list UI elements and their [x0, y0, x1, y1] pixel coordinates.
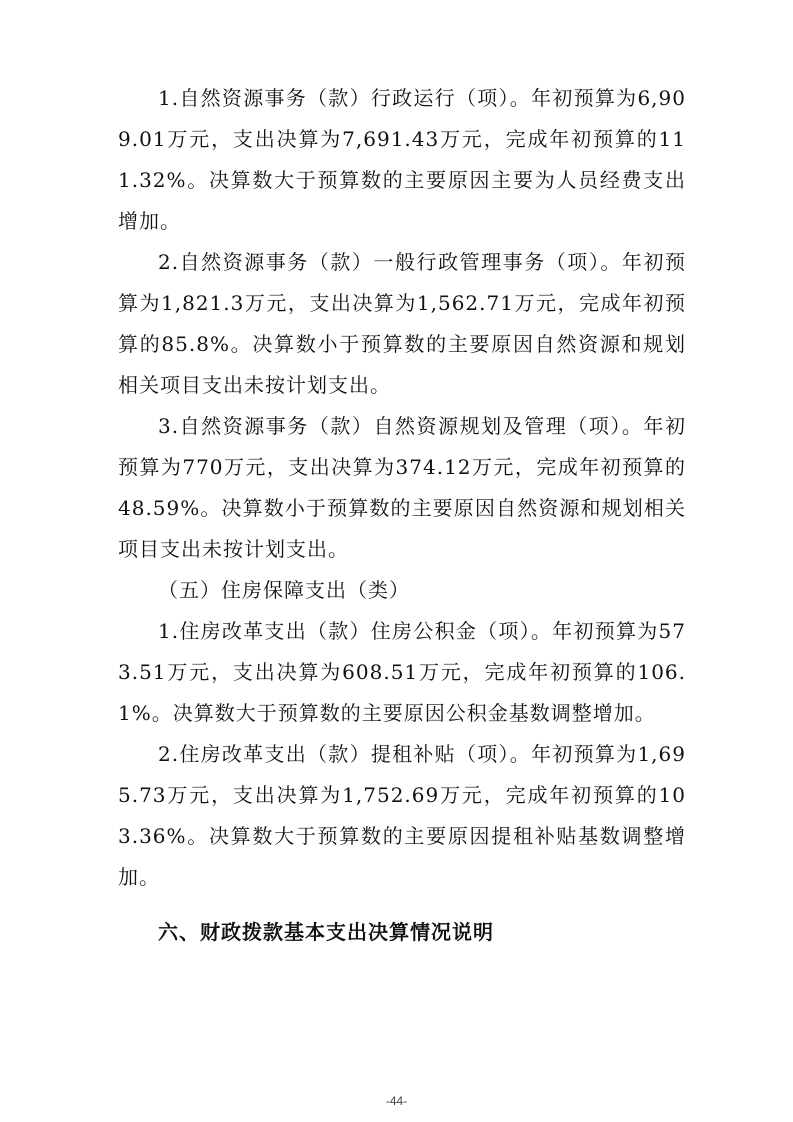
paragraph-housing-fund: 1.住房改革支出（款）住房公积金（项）。年初预算为573.51万元，支出决算为608.51万元，完成年初预算的106.1%。决算数大于预算数的主要原因公积金基数调整增加。 — [118, 619, 686, 725]
subsection-heading-housing: （五）住房保障支出（类） — [158, 578, 410, 602]
page-content — [118, 78, 686, 953]
paragraph-general-admin-affairs: 2.自然资源事务（款）一般行政管理事务（项）。年初预算为1,821.3万元，支出决算为1,562.71万元，完成年初预算的85.8%。决算数小于预算数的主要原因自然资源和规划相关项目支出未按计划支出。 — [118, 250, 686, 397]
page-number: -44- — [385, 1094, 408, 1108]
paragraph-rent-subsidy: 2.住房改革支出（款）提租补贴（项）。年初预算为1,695.73万元，支出决算为1,752.69万元，完成年初预算的103.36%。决算数大于预算数的主要原因提租补贴基数调整增加。 — [118, 742, 686, 889]
section-heading: 六、财政拨款基本支出决算情况说明 — [158, 920, 494, 944]
paragraph-admin-operation: 1.自然资源事务（款）行政运行（项）。年初预算为6,909.01万元，支出决算为7,691.43万元，完成年初预算的111.32%。决算数大于预算数的主要原因主要为人员经费支出增加。 — [118, 86, 686, 233]
paragraph-resource-planning: 3.自然资源事务（款）自然资源规划及管理（项）。年初预算为770万元，支出决算为374.12万元，完成年初预算的48.59%。决算数小于预算数的主要原因自然资源和规划相关项目支出未按计划支出。 — [118, 414, 686, 561]
